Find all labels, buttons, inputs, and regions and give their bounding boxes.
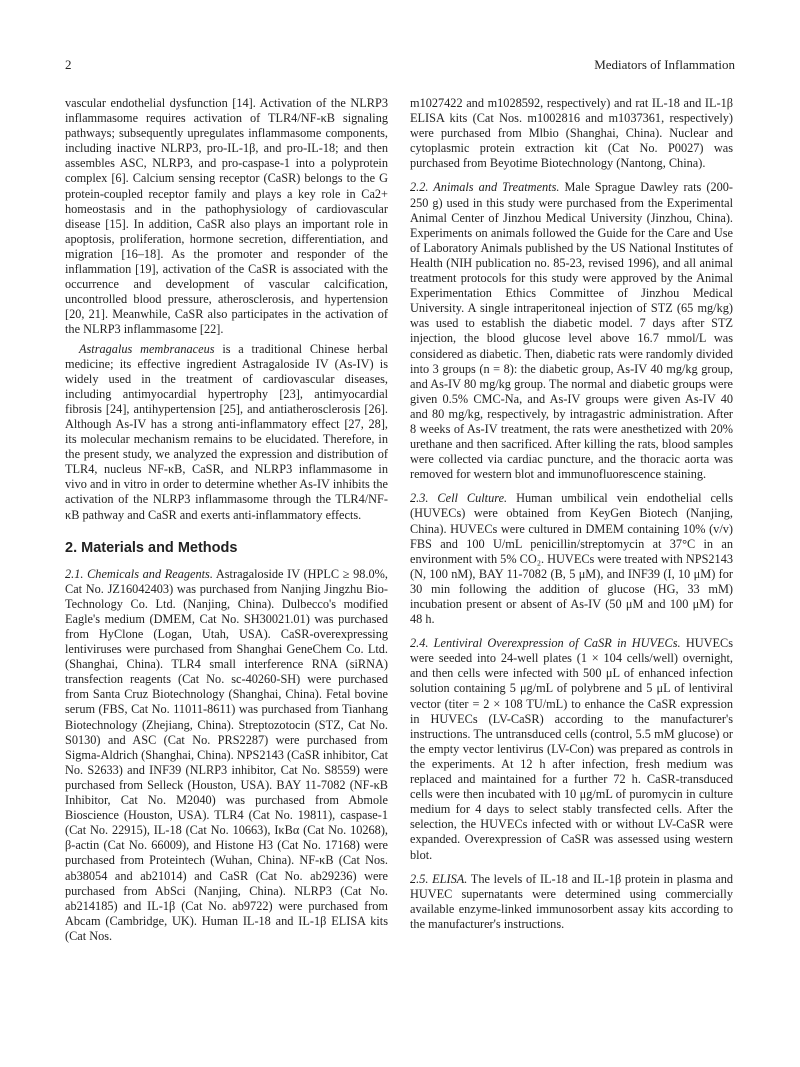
- species-name: Astragalus membranaceus: [79, 341, 215, 356]
- subsection-2-1: [65, 567, 388, 944]
- subsection-2-1-title: 2.1. Chemicals and Reagents.: [65, 566, 213, 581]
- subsection-2-4-title: 2.4. Lentiviral Overexpression of CaSR in HUVECs.: [410, 636, 681, 651]
- right-column: [410, 96, 733, 941]
- subsection-2-5-title: 2.5. ELISA.: [410, 871, 468, 886]
- page-number: 2: [65, 57, 72, 72]
- subsection-2-4: [410, 636, 733, 862]
- subsection-2-3-text: Human umbilical vein endothelial cells (HUVECs) were obtained from KeyGen Biotech (Nanjing, China). HUVECs were cultured in DMEM containing 10% (v/v) FBS and 100 U/mL penicillin/streptomycin at 37°C in an environment with 5% CO₂. HUVECs were treated with NPS2143 (N, 100 nM), BAY 11-7082 (B, 5 μM), and INF39 (I, 10 μM) for 30 min following the addition of glucose (HG, 33 mM) incubation present or absent of As-IV (50 μM and 100 μM) for 48 h.: [410, 491, 734, 627]
- intro-paragraph-1: vascular endothelial dysfunction [14]. Activation of the NLRP3 inflammasome requires activation of TLR4/NF-κB signaling pathways; subsequently upregulates inflammasome components, including inactive NLRP3, pro-IL-1β, and pro-IL-18; and then assembles ASC, NLRP3, and pro-caspase-1 into a polyprotein complex [6]. Calcium sensing receptor (CaSR) belongs to the G protein-coupled receptor family and plays a key role in Ca2+ homeostasis and in the pathophysiology of cardiovascular disease [15]. In addition, CaSR also plays an important role in apoptosis, proliferation, hormone secretion, differentiation, and migration [16–18]. As the promoter and responder of the inflammation [19], activation of the CaSR is associated with the occurrence and development of vascular calcification, uncontrolled blood pressure, atherosclerosis, and hypertension [20, 21]. Meanwhile, CaSR also participates in the activation of the NLRP3 inflammasome [22].: [65, 96, 388, 337]
- subsection-2-2-text: Male Sprague Dawley rats (200-250 g) used in this study were purchased from the Experimental Animal Center of Jinzhou Medical University (Jinzhou, China). Experiments on animals followed the Guide for the Care and Use of Laboratory Animals published by the US National Institutes of Health (NIH publication no. 85-23, revised 1996), and all animal treatment protocols for this study were approved by the Animal Experimentation Ethics Committee of Jinzhou Medical University. A single intraperitoneal injection of STZ (65 mg/kg) was used to establish the diabetic model. 7 days after STZ injection, the blood glucose level above 16.7 mmol/L was considered as diabetic. Then, diabetic rats were randomly divided into 3 groups (n = 8): the diabetic group, As-IV 40 mg/kg group, and As-IV 80 mg/kg group. The normal and diabetic groups were given 0.5% CMC-Na, and As-IV groups were given As-IV 40 and 80 mg/kg, respectively, by intragastric administration. After 8 weeks of As-IV treatment, the rats were anesthetized with 20% urethane and then sacrificed. After killing the rats, blood samples were collected via cardiac puncture, and the thoracic aorta was removed for western blot and immunofluorescence staining.: [410, 180, 733, 482]
- left-column: [65, 96, 388, 953]
- subsection-2-2-title: 2.2. Animals and Treatments.: [410, 180, 560, 195]
- subsection-2-4-text: HUVECs were seeded into 24-well plates (1 × 104 cells/well) overnight, and then cells were infected with 500 μL of enhanced infection solution containing 5 μg/mL of polybrene and 5 μL of lentiviral vector (titer = 2 × 108 TU/mL) to enhance the CaSR expression in HUVECs (LV-CaSR) according to the manufacturer's instructions. The untransduced cells (control, 5.5 mM glucose) or the empty vector lentivirus (LV-Con) was prepared as controls in the experiments. At 12 h after infection, fresh medium was replaced and maintained for a further 72 h. CaSR-transduced cells were then incubated with 10 μg/mL of puromycin in culture medium for 4 days to select stably transfected cells. After the selection, the HUVECs infected with or without LV-CaSR were expanded. Overexpression of CaSR was assessed using western blot.: [410, 636, 734, 862]
- intro-paragraph-2: [65, 342, 388, 523]
- running-header: [65, 57, 735, 75]
- journal-name: Mediators of Inflammation: [594, 57, 735, 72]
- subsection-2-3: [410, 491, 733, 627]
- subsection-2-5-text: The levels of IL-18 and IL-1β protein in plasma and HUVEC supernatants were determined using commercially available enzyme-linked immunosorbent assay kits according to the manufacturer's instructions.: [410, 871, 733, 931]
- reagents-continued: m1027422 and m1028592, respectively) and rat IL-18 and IL-1β ELISA kits (Cat Nos. m1002816 and m1037361, respectively) were purchased from Mlbio (Shanghai, China). Nuclear and cytoplasmic protein extraction kit (Cat No. P0027) was purchased from Beyotime Biotechnology (Nantong, China).: [410, 96, 733, 171]
- subsection-2-2: [410, 180, 733, 482]
- subsection-2-1-text: Astragaloside IV (HPLC ≥ 98.0%, Cat No. JZ16042403) was purchased from Nanjing Jingzhu Bio-Technology Co. Ltd. (Nanjing, China). Dulbecco's modified Eagle's medium (DMEM, Cat No. SH30021.01) was purchased from HyClone (Logan, Utah, USA). CaSR-overexpressing lentiviruses were purchased from Shanghai GeneChem Co. Ltd. (Shanghai, China). TLR4 small interference RNA (siRNA) transfection reagents (Cat No. sc-40260-SH) were purchased from Santa Cruz Biotechnology (Shanghai, China). Fetal bovine serum (FBS, Cat No. 11011-8611) was purchased from Tianhang Biotechnology (Zhejiang, China). Streptozotocin (STZ, Cat No. S0130) and ASC (Cat No. PRS2287) were purchased from Sigma-Aldrich (Shanghai, China). NPS2143 (CaSR inhibitor, Cat No. S2633) and INF39 (NLRP3 inhibitor, Cat No. S8559) were purchased from Selleck (Houston, USA). BAY 11-7082 (NF-κB Inhibitor, Cat No. M2040) was purchased from Abmole Bioscience (Houston, USA). TLR4 (Cat No. 19811), caspase-1 (Cat No. 22915), IL-18 (Cat No. 10663), IκBα (Cat No. 10268), β-actin (Cat No. 66009), and Histone H3 (Cat No. 17168) were purchased from Proteintech (Wuhan, China). NF-κB (Cat Nos. ab38054 and ab21014) and CaSR (Cat No. ab29236) were purchased from AbSci (Nanjing, China). NLRP3 (Cat No. ab214185) and IL-1β (Cat No. ab9722) were purchased from Abcam (Cambridge, UK). Human IL-18 and IL-1β ELISA kits (Cat Nos.: [65, 566, 388, 943]
- subsection-2-3-title: 2.3. Cell Culture.: [410, 491, 508, 506]
- section-heading: 2. Materials and Methods: [65, 539, 238, 556]
- intro-paragraph-2-text: is a traditional Chinese herbal medicine; its effective ingredient Astragaloside IV (As-IV) is widely used in the treatment of cardiovascular diseases, including antimyocardial hypertrophy [23], antimyocardial fibrosis [24], antihypertension [25], and antiatherosclerosis [26]. Although As-IV has a strong anti-inflammatory effect [27, 28], its molecular mechanism remains to be elucidated. Therefore, in the present study, we analyzed the expression and distribution of TLR4, nucleus NF-κB, CaSR, and NLRP3 inflammasome in vivo and in vitro in order to determine whether As-IV inhibits the activation of the NLRP3 inflammasome through the TLR4/NF-κB pathway and CaSR and exerts anti-inflammatory effects.: [65, 341, 388, 522]
- subsection-2-5: [410, 872, 733, 932]
